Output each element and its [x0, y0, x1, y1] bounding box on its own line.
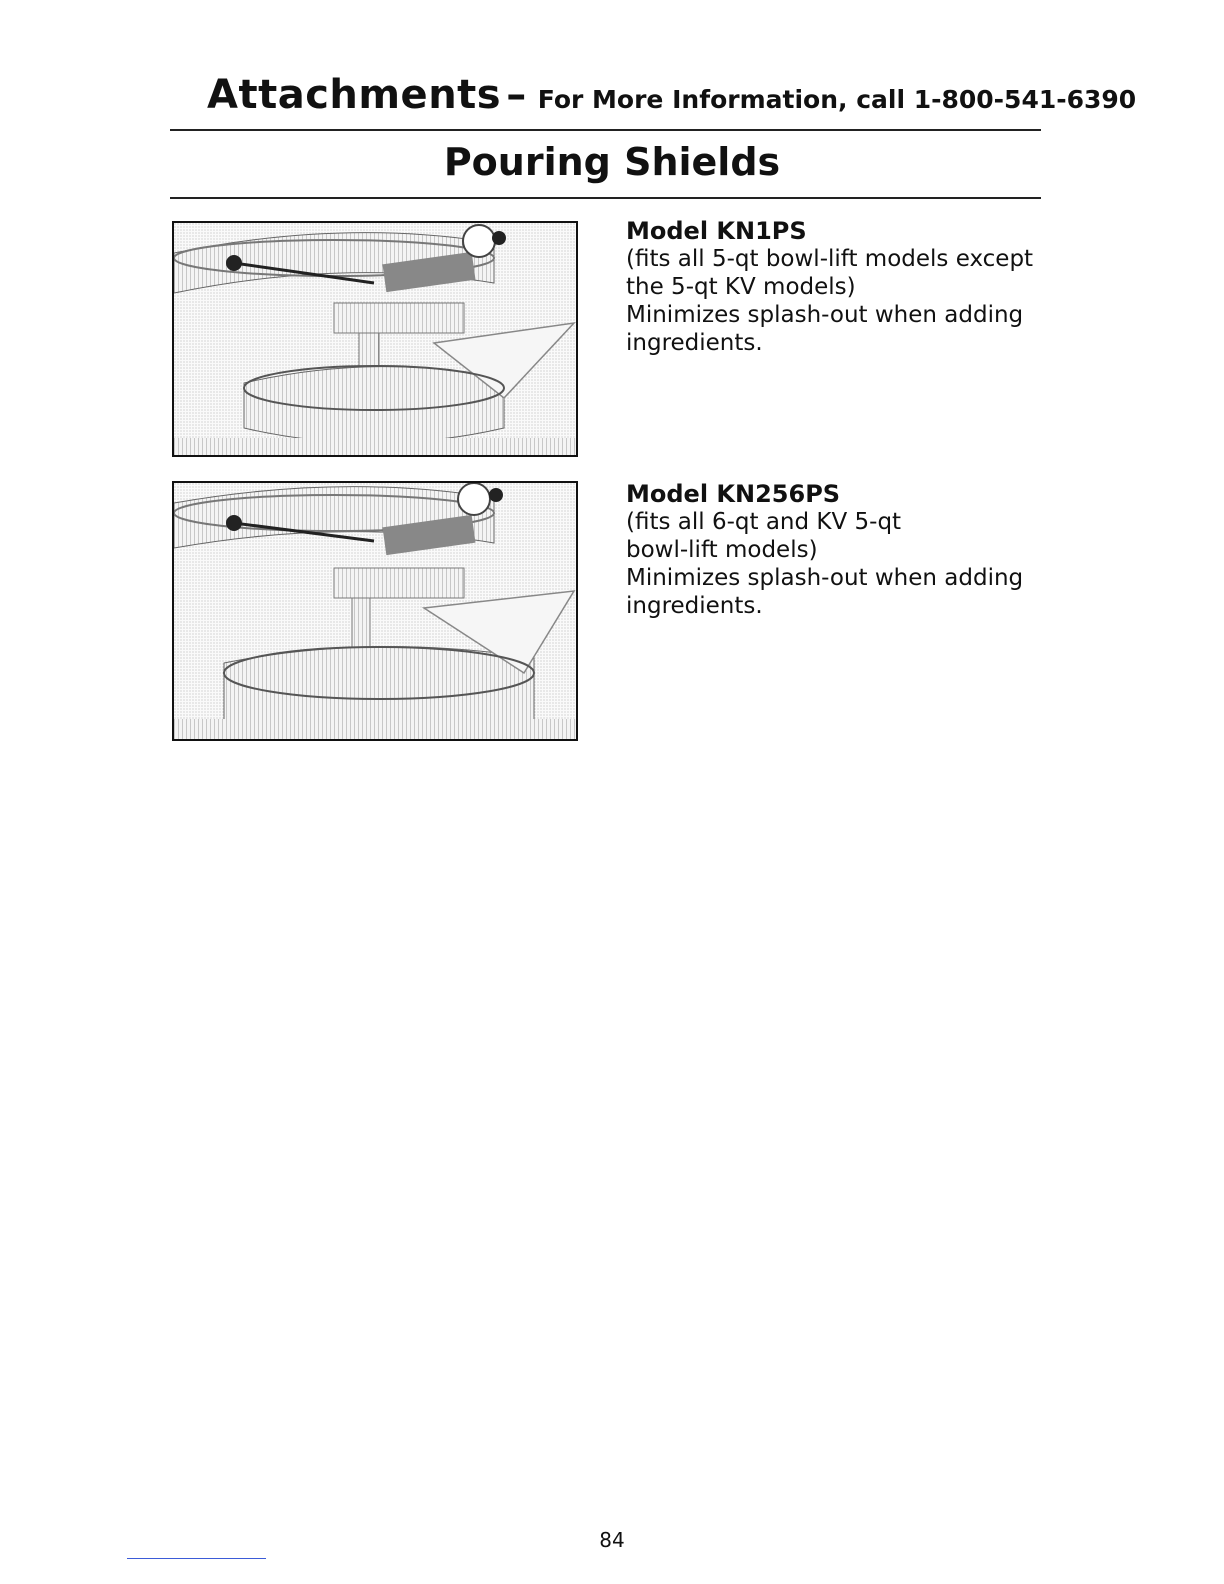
header-divider — [170, 129, 1041, 131]
description-line: Minimizes splash-out when adding — [626, 565, 1024, 591]
fits-line: (fits all 6-qt and KV 5-qt — [626, 509, 902, 535]
section-divider — [170, 197, 1041, 199]
kn256ps-description — [626, 480, 1056, 620]
header-title: Attachments — [207, 72, 502, 118]
kn1ps-description — [626, 217, 1056, 357]
model-title: Model KN256PS — [626, 480, 841, 508]
description-line: ingredients. — [626, 593, 763, 619]
footer-underline — [127, 1558, 266, 1559]
fits-line: bowl-lift models) — [626, 537, 818, 563]
header-dash: – — [506, 72, 527, 118]
kn1ps-mixer-illustration — [172, 221, 578, 457]
fits-line: the 5-qt KV models) — [626, 274, 856, 300]
header-subtitle: For More Information, call 1-800-541-6390 — [537, 85, 1137, 114]
section-title: Pouring Shields — [443, 140, 781, 184]
mixer-illustration-svg — [174, 483, 576, 739]
fits-line: (fits all 5-qt bowl-lift models except — [626, 246, 1034, 272]
mixer-illustration-svg — [174, 223, 576, 455]
description-line: ingredients. — [626, 330, 763, 356]
page-number: 84 — [599, 1528, 625, 1552]
page-header — [207, 72, 1136, 118]
kn256ps-mixer-illustration — [172, 481, 578, 741]
model-title: Model KN1PS — [626, 217, 807, 245]
description-line: Minimizes splash-out when adding — [626, 302, 1024, 328]
